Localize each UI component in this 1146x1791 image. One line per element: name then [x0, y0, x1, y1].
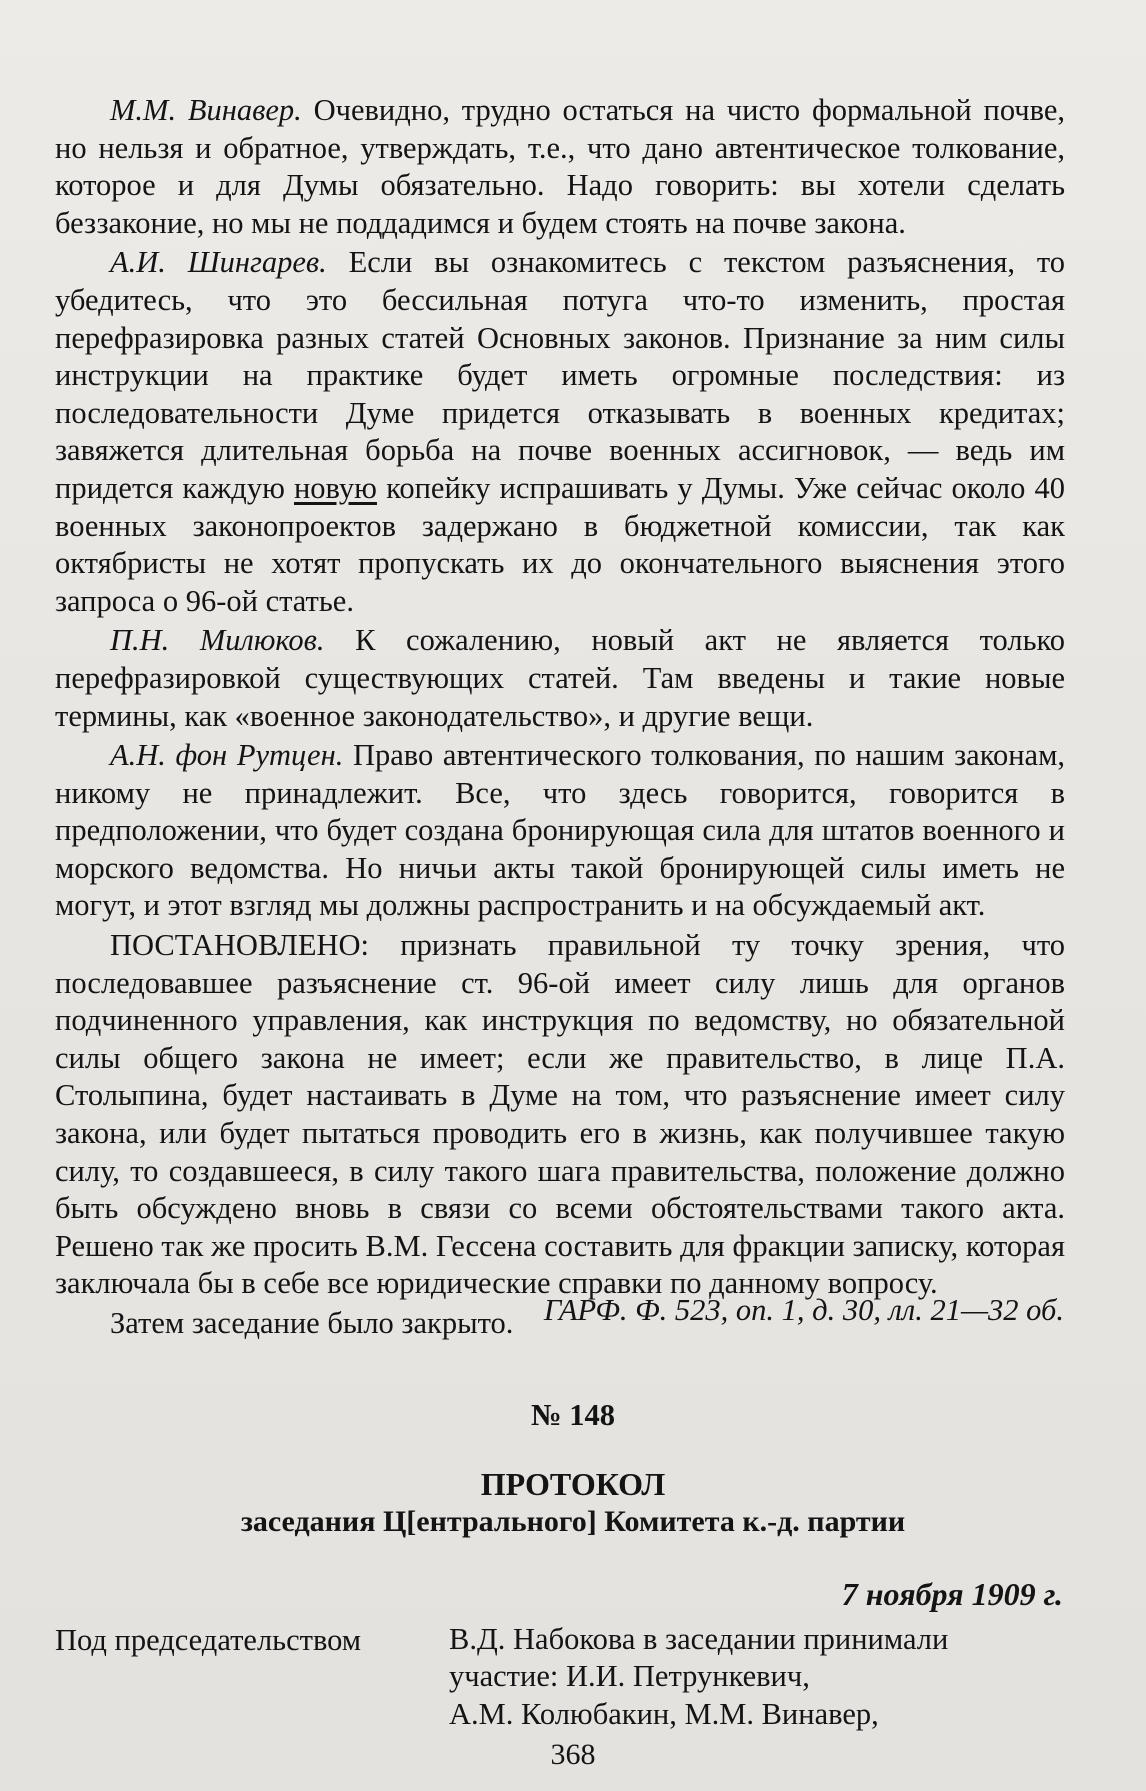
speech-text: Если вы ознакомитесь с текстом разъяснения, то убедитесь, что это бессильная потуга что-то изменить, простая перефразировка разных статей Основных законов. Признание за ним силы инструкции на практике будет иметь огромные последствия: из последовательности Думе придется отказывать в военных кредитах; завяжется длительная борьба на почве военных ассигновок, — ведь им придется каждую: [55, 245, 1066, 505]
closing-text: Затем заседание было закрыто.: [110, 1306, 514, 1340]
speech-text: К сожалению, новый акт не является только перефразировкой существующих статей. Там введены и такие новые термины, как «военное законодательство», и другие вещи.: [55, 623, 1066, 733]
participants-line: участие: И.И. Петрункевич,: [449, 1659, 810, 1694]
page-number: 368: [550, 1738, 596, 1771]
speaker-name: П.Н. Милюков.: [110, 623, 325, 658]
participants-line: А.М. Колюбакин, М.М. Винавер,: [449, 1696, 879, 1731]
speech-text: Очевидно, трудно остаться на чисто формальной почве, но нельзя и обратное, утверждать, т.е., что дано автентическое толкование, которое и для Думы обязательно. Надо говорить: вы хотели сделать беззаконие, но мы не поддадимся и будем стоять на почве закона.: [55, 93, 1066, 240]
speaker-name: А.Н. фон Рутцен.: [110, 738, 344, 773]
participants-line: В.Д. Набокова в заседании принимали: [449, 1622, 949, 1656]
paragraph-shingarev: [55, 244, 1065, 620]
resolution-text: ПОСТАНОВЛЕНО: признать правильной ту точку зрения, что последовавшее разъяснение ст. 96-ой имеет силу лишь для органов подчиненного управления, как инструкция по ведомству, но обязательной силы общего закона не имеет; если же правительство, в лице П.А. Столыпина, будет настаивать в Думе на том, что разъяснение имеет силу закона, или будет пытаться проводить его в жизнь, как получившее такую силу, то создавшееся, в силу такого шага правительства, положение должно быть обсуждено вновь в связи со всеми обстоятельствами такого акта. Решено так же просить В.М. Гессена составить для фракции записку, которая заключала бы в себе все юридические справки по данному вопросу.: [55, 928, 1065, 1301]
main-text: [55, 92, 1065, 1343]
participants-list: [449, 1621, 1069, 1733]
archive-reference: ГАРФ. Ф. 523, оп. 1, д. 30, лл. 21—32 об.: [543, 1293, 1064, 1327]
speaker-name: М.М. Винавер.: [110, 93, 302, 127]
paragraph-rutzen: [55, 737, 1065, 925]
document-date: 7 ноября 1909 г.: [841, 1576, 1063, 1612]
paragraph-milyukov: [55, 622, 1065, 735]
document-subtitle: заседания Ц[ентрального] Комитета к.-д. партии: [240, 1505, 906, 1538]
paragraph-vinaver: [55, 92, 1065, 242]
speech-text-continued: копейку испрашивать у Думы. Уже сейчас около 40 военных законопроектов задержано в бюджетной комиссии, так как октябристы не хотят пропускать их до окончательного выяснения этого запроса о 96-ой статье.: [55, 470, 1065, 618]
underlined-word: новую: [293, 470, 377, 505]
speaker-name: А.И. Шингарев.: [110, 245, 327, 280]
paragraph-resolution: [55, 927, 1065, 1303]
document-title: ПРОТОКОЛ: [480, 1466, 666, 1502]
chair-label: Под председательством: [55, 1623, 362, 1657]
document-number: № 148: [530, 1398, 616, 1432]
speech-text: Право автентического толкования, по нашим законам, никому не принадлежит. Все, что здесь говорится, говорится в предположении, что будет создана бронирующая сила для штатов военного и морского ведомства. Но ничьи акты такой бронирующей силы иметь не могут, и этот взгляд мы должны распространить и на обсуждаемый акт.: [55, 738, 1065, 923]
